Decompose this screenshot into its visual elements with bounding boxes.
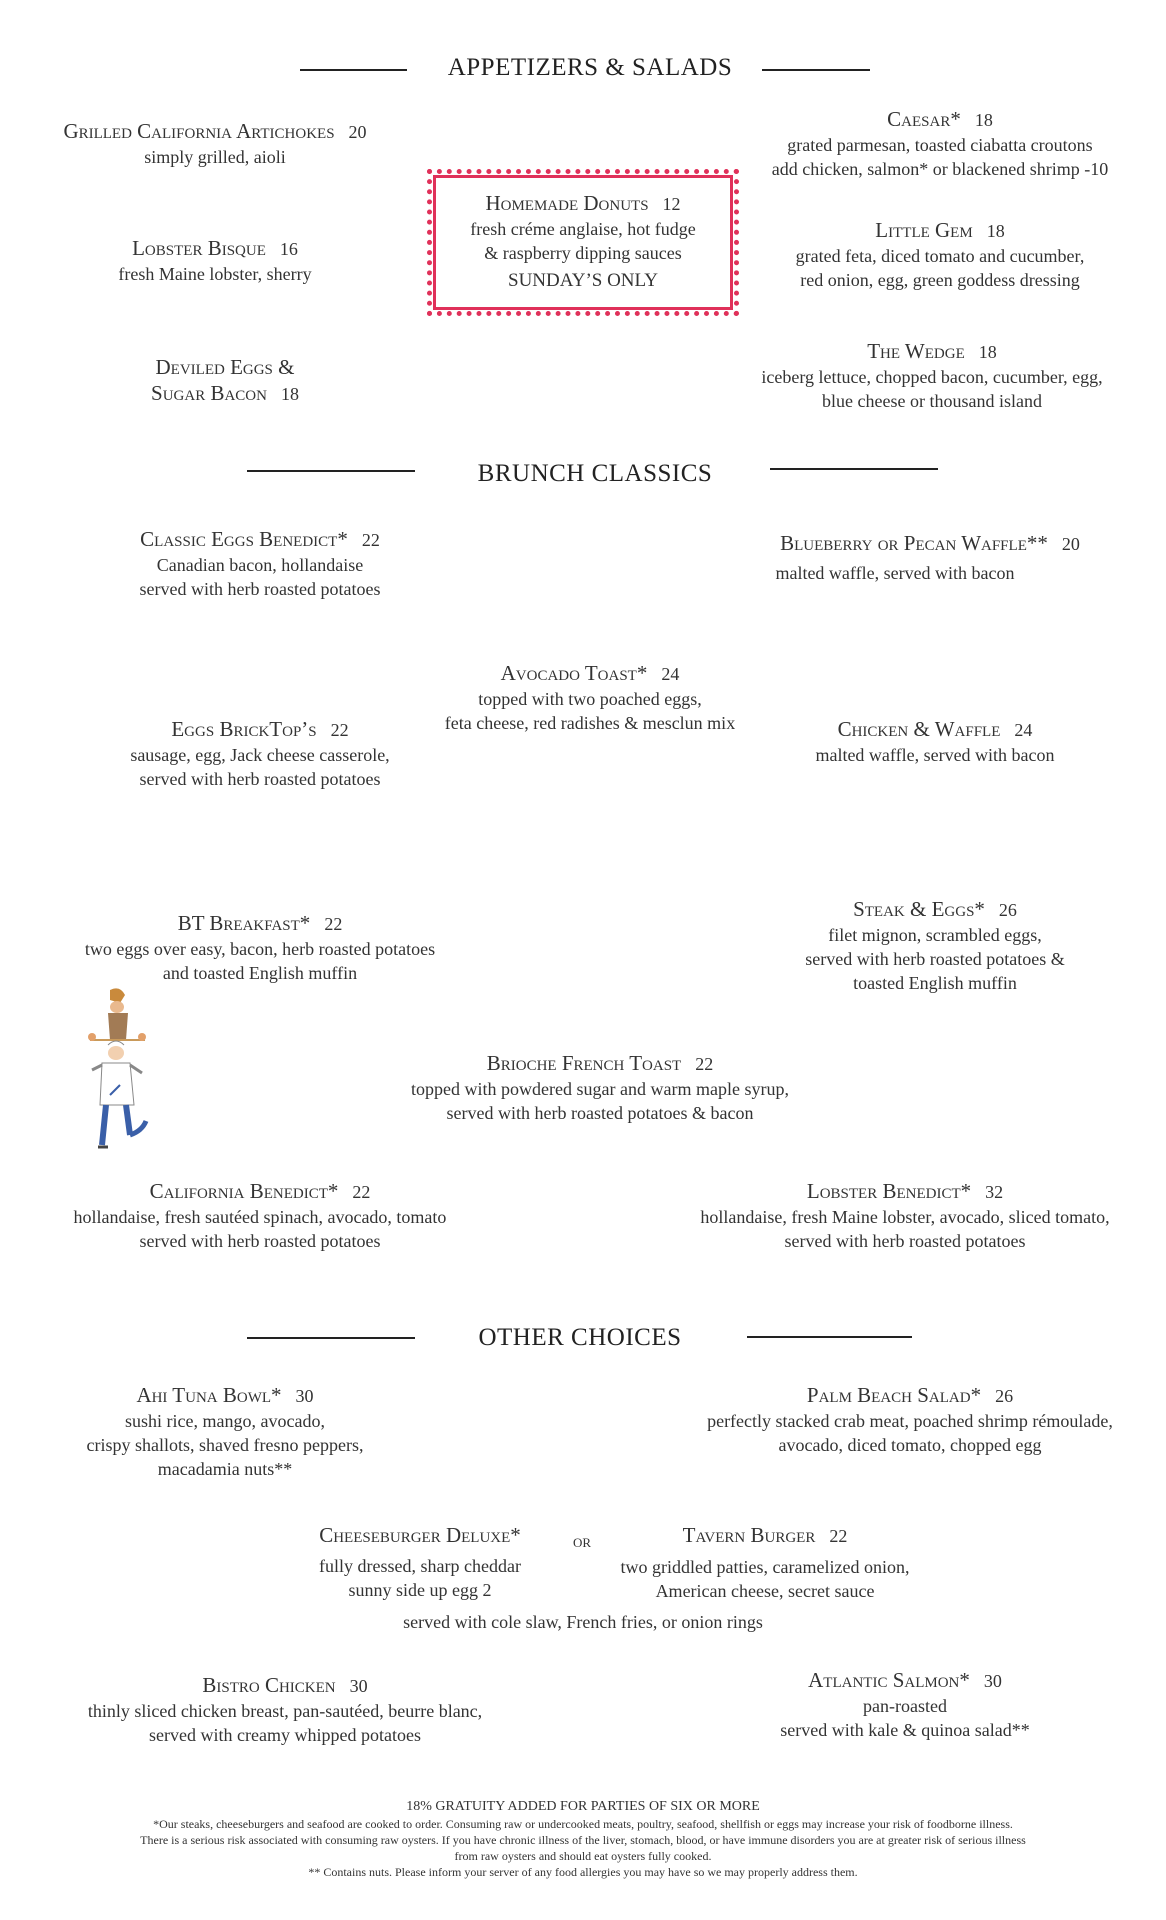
item-name: Deviled Eggs & <box>155 355 295 379</box>
menu-item-classic-benedict <box>70 526 450 601</box>
item-desc: feta cheese, red radishes & mesclun mix <box>444 713 736 733</box>
item-price: 18 <box>986 221 1005 241</box>
item-desc: Canadian bacon, hollandaise <box>156 555 364 575</box>
item-desc: served with creamy whipped potatoes <box>149 1725 421 1745</box>
menu-item-lobster-bisque <box>40 235 390 286</box>
item-price: 18 <box>974 110 993 130</box>
menu-item-brioche <box>380 1050 820 1125</box>
item-desc: two eggs over easy, bacon, herb roasted potatoes <box>84 939 436 959</box>
item-name: BT Breakfast* <box>177 911 311 935</box>
menu-item-atlantic-salmon <box>730 1667 1080 1742</box>
item-desc: fresh créme anglaise, hot fudge <box>470 219 696 239</box>
section-rule-left <box>300 69 407 71</box>
item-desc: served with herb roasted potatoes <box>139 579 381 599</box>
menu-item-deviled-eggs <box>40 354 410 407</box>
section-rule-right <box>762 69 870 71</box>
item-price: 24 <box>1014 720 1033 740</box>
section-title-appetizers: APPETIZERS & SALADS <box>447 54 733 81</box>
item-price: 22 <box>324 914 343 934</box>
footer <box>0 1798 1166 1880</box>
footnote-line: There is a serious risk associated with consuming raw oysters. If you have chronic illness of the liver, stomach, blood, or have immune disorders you are at greater risk of serious illness <box>140 1833 1026 1847</box>
item-price: 22 <box>361 530 380 550</box>
item-desc: sunny side up egg 2 <box>348 1580 492 1600</box>
menu-item-artichokes <box>40 118 390 169</box>
menu-item-bt-breakfast <box>40 910 480 985</box>
item-name: Caesar* <box>887 107 961 131</box>
item-name: Classic Eggs Benedict* <box>140 527 348 551</box>
section-title-other: OTHER CHOICES <box>478 1324 682 1351</box>
menu-item-ahi-tuna <box>40 1382 410 1481</box>
item-price: 30 <box>295 1386 314 1406</box>
item-name: Eggs BrickTop’s <box>171 717 317 741</box>
item-price: 26 <box>995 1386 1014 1406</box>
menu-item-bistro-chicken <box>55 1672 515 1747</box>
item-name: Lobster Bisque <box>132 236 266 260</box>
item-price: 32 <box>985 1182 1004 1202</box>
item-name: Chicken & Waffle <box>837 717 1001 741</box>
item-price: 22 <box>330 720 349 740</box>
item-desc: thinly sliced chicken breast, pan-sautéed, beurre blanc, <box>87 1701 483 1721</box>
menu-item-wedge <box>732 338 1132 413</box>
item-desc: served with herb roasted potatoes <box>139 1231 381 1251</box>
item-price: 20 <box>1061 534 1080 554</box>
item-price: 18 <box>280 384 299 404</box>
menu-item-palm-beach <box>685 1382 1135 1457</box>
item-desc: sushi rice, mango, avocado, <box>125 1411 325 1431</box>
item-desc: topped with two poached eggs, <box>478 689 702 709</box>
item-price: 12 <box>662 194 681 214</box>
item-price: 18 <box>978 342 997 362</box>
menu-item-donuts <box>436 190 730 293</box>
item-desc: served with herb roasted potatoes <box>139 769 381 789</box>
section-rule-left <box>247 470 415 472</box>
item-name: Bistro Chicken <box>202 1673 336 1697</box>
item-desc: simply grilled, aioli <box>144 147 286 167</box>
section-rule-left <box>247 1337 415 1339</box>
menu-item-eggs-bricktop <box>70 716 450 791</box>
menu-item-lobster-benedict <box>680 1178 1130 1253</box>
item-price: 20 <box>348 122 367 142</box>
menu-item-avocado-toast <box>390 660 790 735</box>
item-price: 22 <box>829 1526 848 1546</box>
footnote-line: from raw oysters and should eat oysters fully cooked. <box>454 1849 712 1863</box>
item-desc: iceberg lettuce, chopped bacon, cucumber, egg, <box>761 367 1103 387</box>
item-desc: hollandaise, fresh Maine lobster, avocado, sliced tomato, <box>700 1207 1110 1227</box>
item-desc: toasted English muffin <box>853 973 1017 993</box>
item-desc: sausage, egg, Jack cheese casserole, <box>130 745 390 765</box>
item-desc: grated parmesan, toasted ciabatta croutons <box>787 135 1093 155</box>
item-name: Palm Beach Salad* <box>806 1383 982 1407</box>
item-desc: add chicken, salmon* or blackened shrimp -10 <box>771 159 1109 179</box>
item-desc: served with herb roasted potatoes & <box>805 949 1065 969</box>
item-price: 24 <box>661 664 680 684</box>
item-desc: fully dressed, sharp cheddar <box>319 1556 521 1576</box>
item-price: 16 <box>279 239 298 259</box>
item-price: 22 <box>352 1182 371 1202</box>
item-desc: filet mignon, scrambled eggs, <box>828 925 1042 945</box>
item-name: Cheeseburger Deluxe* <box>319 1523 521 1547</box>
item-price: 22 <box>695 1054 714 1074</box>
item-desc: two griddled patties, caramelized onion, <box>620 1557 910 1577</box>
item-desc: avocado, diced tomato, chopped egg <box>778 1435 1042 1455</box>
item-name: California Benedict* <box>149 1179 339 1203</box>
item-desc: malted waffle, served with bacon <box>815 745 1055 765</box>
item-name: Ahi Tuna Bowl* <box>136 1383 282 1407</box>
item-desc: malted waffle, served with bacon <box>775 563 1015 583</box>
menu-item-caesar <box>740 106 1140 181</box>
gratuity-note: 18% GRATUITY ADDED FOR PARTIES OF SIX OR MORE <box>406 1799 760 1814</box>
item-desc: blue cheese or thousand island <box>822 391 1042 411</box>
section-rule-right <box>747 1336 912 1338</box>
item-desc: served with kale & quinoa salad** <box>780 1720 1030 1740</box>
item-desc: & raspberry dipping sauces <box>484 243 682 263</box>
item-name: Blueberry or Pecan Waffle** <box>780 531 1048 555</box>
footnote-line: ** Contains nuts. Please inform your server of any food allergies you may have so we may properly address them. <box>308 1865 858 1879</box>
item-desc: grated feta, diced tomato and cucumber, <box>795 246 1085 266</box>
item-desc: topped with powdered sugar and warm maple syrup, <box>411 1079 789 1099</box>
item-desc: macadamia nuts** <box>157 1459 293 1479</box>
item-desc: and toasted English muffin <box>162 963 358 983</box>
item-name: Tavern Burger <box>682 1523 816 1547</box>
item-desc: served with herb roasted potatoes <box>784 1231 1026 1251</box>
item-name: Homemade Donuts <box>485 191 649 215</box>
menu-item-steak-eggs <box>760 896 1110 995</box>
item-name: Grilled California Artichokes <box>63 119 335 143</box>
item-desc: fresh Maine lobster, sherry <box>118 264 312 284</box>
item-desc: crispy shallots, shaved fresno peppers, <box>86 1435 364 1455</box>
section-title-brunch: BRUNCH CLASSICS <box>477 460 713 487</box>
menu-item-chicken-waffle <box>760 716 1110 767</box>
item-name: Avocado Toast* <box>500 661 648 685</box>
item-price: 26 <box>998 900 1017 920</box>
item-desc: hollandaise, fresh sautéed spinach, avocado, tomato <box>73 1207 447 1227</box>
menu-item-waffle <box>730 530 1130 585</box>
menu-item-little-gem <box>740 217 1140 292</box>
item-desc: red onion, egg, green goddess dressing <box>800 270 1080 290</box>
item-name: The Wedge <box>867 339 965 363</box>
footnote-line: *Our steaks, cheeseburgers and seafood are cooked to order. Consuming raw or undercooked meats, poultry, seafood, shellfish or eggs may increase your risk of foodborne illness. <box>153 1817 1013 1831</box>
item-price: 30 <box>349 1676 368 1696</box>
section-rule-right <box>770 468 938 470</box>
menu-item-california-benedict <box>40 1178 480 1253</box>
item-name: Steak & Eggs* <box>853 897 985 921</box>
menu-item-cheeseburger <box>280 1522 560 1602</box>
burger-sides-note: served with cole slaw, French fries, or onion rings <box>403 1612 763 1632</box>
donut-feature-box <box>433 175 733 310</box>
item-name: Lobster Benedict* <box>806 1179 972 1203</box>
item-name: Atlantic Salmon* <box>808 1668 970 1692</box>
item-price: 30 <box>983 1671 1002 1691</box>
chef-illustration <box>80 985 155 1160</box>
item-note: SUNDAY’S ONLY <box>508 270 658 291</box>
item-desc: pan-roasted <box>863 1696 947 1716</box>
item-desc: served with herb roasted potatoes & bacon <box>446 1103 754 1123</box>
item-desc: American cheese, secret sauce <box>655 1581 875 1601</box>
or-separator: or <box>573 1531 592 1551</box>
item-name: Little Gem <box>875 218 973 242</box>
item-name: Brioche French Toast <box>486 1051 682 1075</box>
item-name: Sugar Bacon <box>151 381 267 405</box>
item-desc: perfectly stacked crab meat, poached shrimp rémoulade, <box>707 1411 1113 1431</box>
menu-item-tavern-burger <box>600 1522 930 1603</box>
